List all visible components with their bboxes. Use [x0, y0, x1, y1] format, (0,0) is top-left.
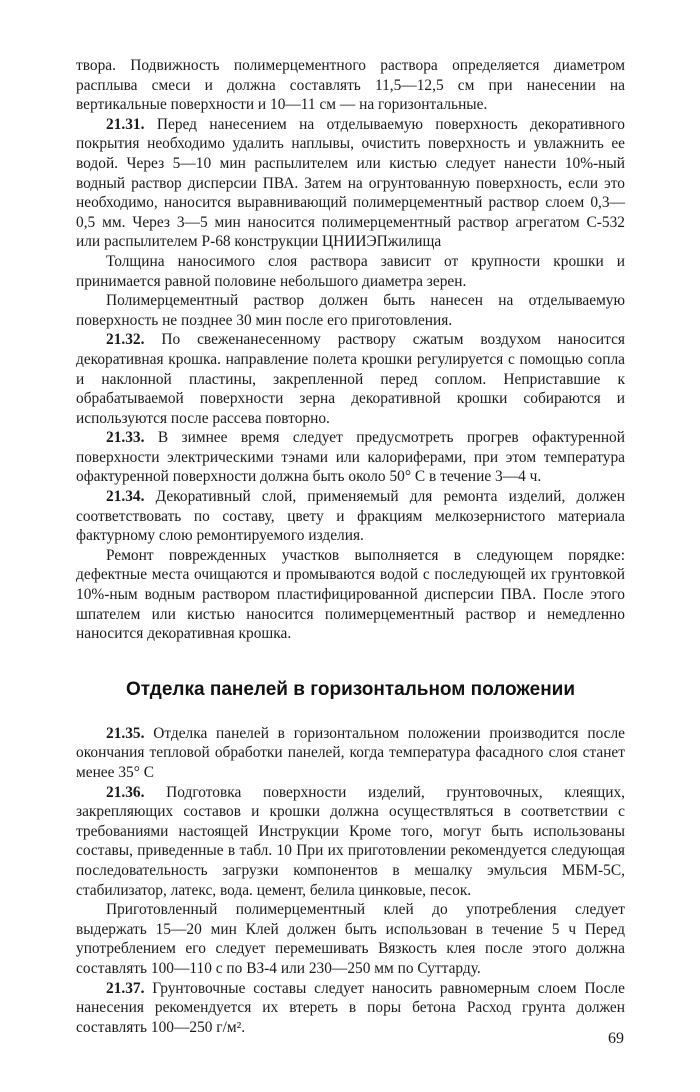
- clause-number: 21.37.: [106, 979, 145, 997]
- paragraph-layer-thickness: Толщина наносимого слоя раствора зависит от крупности крошки и принимается равной половине небольшого диаметра зерен.: [76, 252, 625, 290]
- clause-text: По свеженанесенному раствору сжатым воздухом наносится декоративная крошка. направление полета крошки регулируется с помощью сопла и наклонной пластины, закрепленной перед соплом. Неприставшие к обрабатываемой поверхности зерна декоративной крошки собираются и используются после рассева повторно.: [76, 331, 625, 427]
- clause-number: 21.33.: [106, 429, 145, 447]
- paragraph-21-32: [76, 330, 625, 428]
- clause-number: 21.34.: [106, 488, 145, 506]
- clause-text: Подготовка поверхности изделий, грунтовочных, клеящих, закрепляющих составов и крошки должна осуществляться в соответствии с требованиями настоящей Инструкции Кроме того, могут быть использованы составы, приведенные в табл. 10 При их приготовлении рекомендуется следующая последовательность загрузки компонентов в мешалку эмульсия МБМ-5С, стабилизатор, латекс, вода. цемент, белила цинковые, песок.: [76, 783, 625, 899]
- paragraph-continuation: твора. Подвижность полимерцементного раствора определяется диаметром расплыва смеси и должна составлять 11,5—12,5 см при нанесении на вертикальные поверхности и 10—11 см — на горизонтальные.: [76, 57, 625, 114]
- clause-number: 21.32.: [106, 331, 145, 349]
- clause-text: Перед нанесением на отделываемую поверхность декоративного покрытия необходимо удалить наплывы, очистить поверхность и увлажнить ее водой. Через 5—10 мин распылителем или кистью следует нанести 10%-ный водный раствор дисперсии ПВА. Затем на огрунтованную поверхность, если это необходимо, наносится выравнивающий полимерцементный раствор слоем 0,3—0,5 мм. Через 3—5 мин наносится полимерцементный раствор агрегатом С-532 или распылителем Р-68 конструкции ЦНИИЭПжилища: [76, 115, 625, 251]
- paragraph-21-35: [76, 724, 625, 783]
- paragraph-glue-preparation: Приготовленный полимерцементный клей до употребления следует выдержать 15—20 мин Клей должен быть использован в течение 5 ч Перед употреблением его следует перемешивать Вязкость клея после этого должна составлять 100—110 с по ВЗ-4 или 230—250 мм по Суттарду.: [76, 901, 625, 977]
- clause-number: 21.36.: [106, 783, 145, 801]
- page-body: [76, 56, 625, 1037]
- clause-text: Грунтовочные составы следует наносить равномерным слоем После нанесения рекомендуется их втереть в поры бетона Расход грунта должен составлять 100—250 г/м².: [76, 979, 625, 1036]
- clause-text: В зимнее время следует предусмотреть прогрев офактуренной поверхности электрическими тэнами или калориферами, при этом температура офактуренной поверхности должна быть около 50° С в течение 3—4 ч.: [76, 429, 625, 486]
- paragraph-21-33: [76, 428, 625, 487]
- paragraph-mortar-timing: Полимерцементный раствор должен быть нанесен на отделываемую поверхность не позднее 30 мин после его приготовления.: [76, 292, 625, 329]
- clause-text: Отделка панелей в горизонтальном положении производится после окончания тепловой обработки панелей, когда температура фасадного слоя станет менее 35° С: [76, 724, 625, 781]
- paragraph-21-34: [76, 487, 625, 546]
- clause-text: Декоративный слой, применяемый для ремонта изделий, должен соответствовать по составу, цвету и фракциям мелкозернистого материала фактурному слою ремонтируемого изделия.: [76, 488, 625, 545]
- paragraph-repair-procedure: Ремонт поврежденных участков выполняется в следующем порядке: дефектные места очищаются и промываются водой с последующей их грунтовкой 10%-ным водным раствором пластифицированной дисперсии ПВА. После этого шпателем или кистью наносится полимерцементный раствор и немедленно наносится декоративная крошка.: [76, 546, 625, 643]
- paragraph-21-31: [76, 115, 625, 252]
- clause-number: 21.31.: [106, 115, 145, 133]
- paragraph-21-36: [76, 783, 625, 901]
- paragraph-21-37: [76, 979, 625, 1038]
- clause-number: 21.35.: [106, 724, 145, 742]
- section-heading: Отделка панелей в горизонтальном положении: [125, 678, 576, 700]
- page-number: 69: [608, 1030, 624, 1047]
